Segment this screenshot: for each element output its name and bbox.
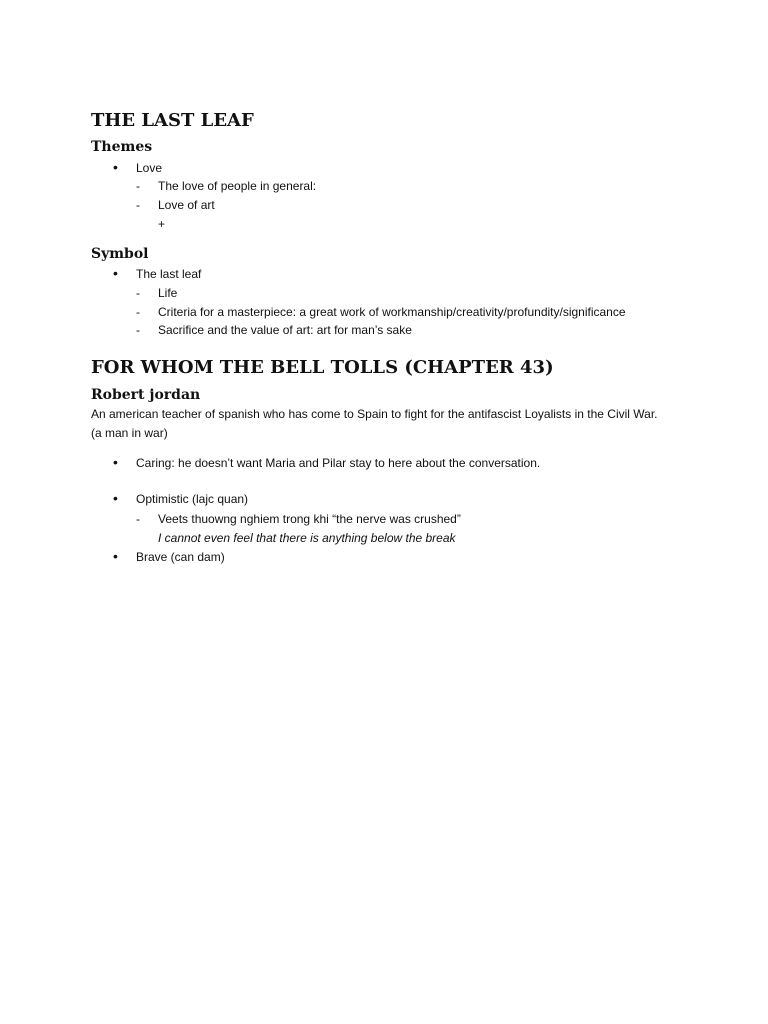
dash-marker: - xyxy=(136,179,140,193)
character-heading: Robert jordan xyxy=(91,387,201,403)
dash-marker: - xyxy=(136,512,140,526)
bullet-marker: • xyxy=(113,490,118,506)
dash-marker: - xyxy=(136,286,140,300)
bullet-marker: • xyxy=(113,454,118,470)
dash-marker: - xyxy=(136,198,140,212)
symbol-heading: Symbol xyxy=(91,246,149,262)
symbol-item: Criteria for a masterpiece: a great work of workmanship/creativity/profundity/significance xyxy=(158,305,626,319)
dash-marker: - xyxy=(136,323,140,337)
trait-caring: Caring: he doesn’t want Maria and Pilar stay to here about the conversation. xyxy=(136,456,541,470)
themes-item: The love of people in general: xyxy=(158,179,317,193)
themes-bullet-love: Love xyxy=(136,161,163,175)
trait-brave: Brave (can dam) xyxy=(136,550,225,564)
bullet-marker: • xyxy=(113,548,118,564)
symbol-item: Life xyxy=(158,286,178,300)
trait-optimistic-detail: Veets thuowng nghiem trong khi “the nerve was crushed” xyxy=(158,512,461,526)
section-title-bell-tolls: FOR WHOM THE BELL TOLLS (CHAPTER 43) xyxy=(91,357,554,378)
dash-marker: - xyxy=(136,305,140,319)
character-description: An american teacher of spanish who has come to Spain to fight for the antifascist Loyalists in the Civil War. (a man in war) xyxy=(91,407,658,440)
bullet-marker: • xyxy=(113,159,118,175)
themes-item: Love of art xyxy=(158,198,215,212)
bullet-marker: • xyxy=(113,265,118,281)
themes-extra-plus: + xyxy=(158,217,166,231)
section-title-last-leaf: THE LAST LEAF xyxy=(91,110,254,131)
themes-heading: Themes xyxy=(91,139,153,155)
trait-optimistic: Optimistic (lajc quan) xyxy=(136,492,249,506)
symbol-bullet-last-leaf: The last leaf xyxy=(136,267,202,281)
trait-optimistic-quote: I cannot even feel that there is anything below the break xyxy=(158,531,456,545)
symbol-item: Sacrifice and the value of art: art for man’s sake xyxy=(158,323,412,337)
